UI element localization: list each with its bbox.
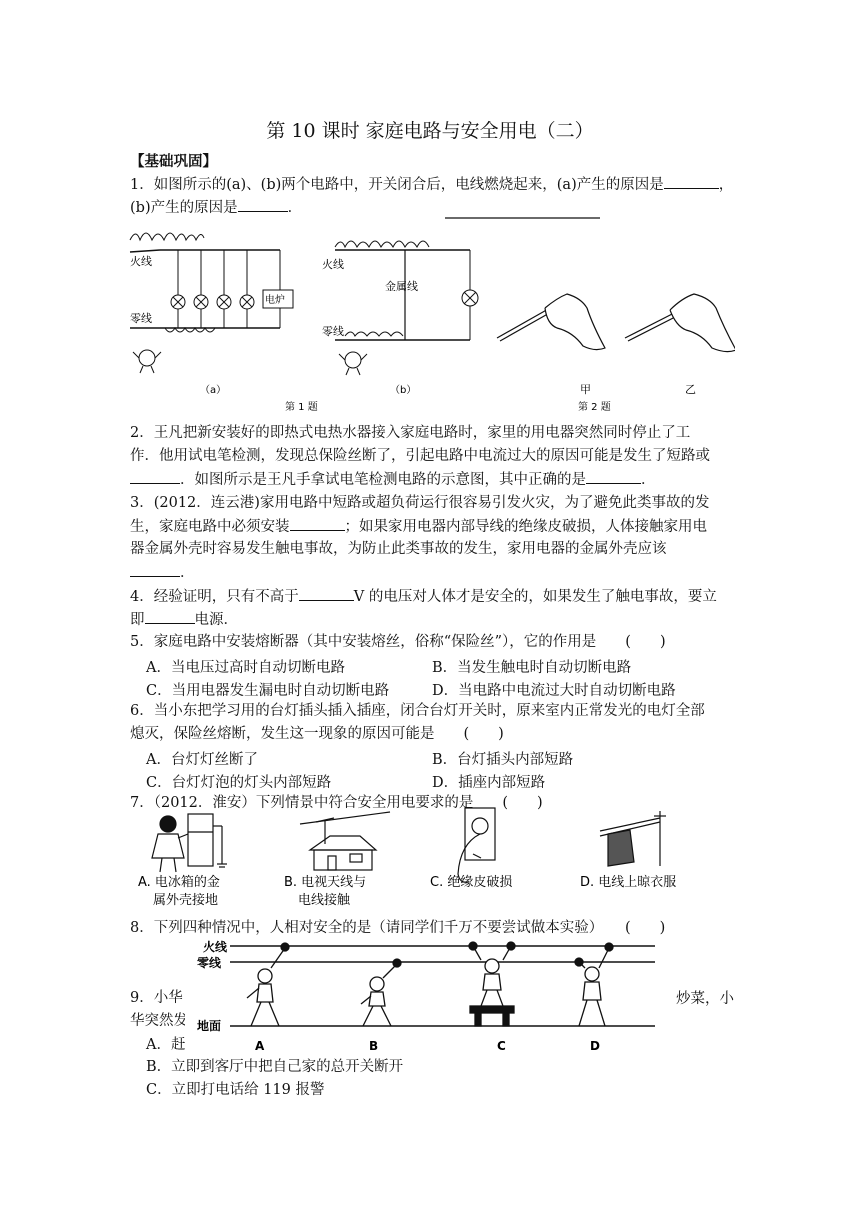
person-d xyxy=(575,943,613,1026)
q4-text-b: V 的电压对人体才是安全的，如果发生了触电事故，要立 xyxy=(353,589,717,605)
q3-line2 xyxy=(130,515,707,539)
q8-option-a: A xyxy=(255,1039,265,1053)
fig2-caption: 第 2 题 xyxy=(578,402,611,413)
fig1-live-b: 火线 xyxy=(322,258,344,271)
q8-live-label: 火线 xyxy=(203,940,228,954)
q4-line2 xyxy=(130,608,238,632)
q1-blank-a xyxy=(664,173,719,189)
fridge-girl-picture xyxy=(152,814,227,872)
person-a xyxy=(247,943,289,1026)
house-antenna-picture xyxy=(300,812,390,870)
q2-blank-b xyxy=(586,468,641,484)
q8-neutral-label: 零线 xyxy=(197,956,222,970)
q4-text-c: 即 xyxy=(130,612,145,628)
figure-1-2 xyxy=(125,210,735,420)
cartoon-figure-b xyxy=(339,352,367,375)
q3-blank-a xyxy=(290,515,345,531)
q9-option-a: A．赶 xyxy=(146,1037,186,1053)
q9-option-b: B．立即到客厅中把自己家的总开关断开 xyxy=(146,1059,404,1075)
fig1-stove: 电炉 xyxy=(265,295,285,306)
fig1-live-a: 火线 xyxy=(130,255,152,268)
fig2-yi: 乙 xyxy=(685,383,696,396)
broken-wire-picture xyxy=(458,808,495,882)
q6-option-c: C．台灯灯泡的灯头内部短路 xyxy=(146,775,332,791)
fig1-neutral-b: 零线 xyxy=(322,325,344,338)
q9-text-a: 9．小华 xyxy=(130,990,183,1006)
section-heading: 【基础巩固】 xyxy=(130,153,217,170)
q6-line1: 6．当小东把学习用的台灯插头插入插座，闭合台灯开关时，原来室内正常发光的电灯全部 xyxy=(130,703,705,719)
q8-option-c: C xyxy=(497,1039,506,1053)
q7-stem: 7．（2012．淮安）下列情景中符合安全用电要求的是 ( ) xyxy=(130,795,543,811)
q3-line1: 3．(2012．连云港)家用电路中短路或超负荷运行很容易引发火灾，为了避免此类事故的发 xyxy=(130,495,710,511)
q6-line2: 熄灭，保险丝熔断，发生这一现象的原因可能是 ( ) xyxy=(130,726,504,742)
q9-line2: 华突然发 xyxy=(130,1013,188,1029)
q4-text-a: 4．经验证明，只有不高于 xyxy=(130,589,299,605)
q5-option-a: A．当电压过高时自动切断电路 xyxy=(146,660,345,676)
q3-line4 xyxy=(130,561,195,585)
page-title: 第 10 课时 家庭电路与安全用电（二） xyxy=(266,120,594,142)
q3-blank-b xyxy=(130,561,180,577)
test-pen-yi xyxy=(625,294,735,352)
q6-option-b: B．台灯插头内部短路 xyxy=(432,752,574,768)
q1-line1 xyxy=(130,173,733,197)
fig1-label-a: （a） xyxy=(200,385,227,396)
q7-label-a2: 属外壳接地 xyxy=(153,893,219,908)
q5-option-c: C．当用电器发生漏电时自动切断电路 xyxy=(146,683,390,699)
fig1-neutral-a: 零线 xyxy=(130,312,152,325)
fig2-jia: 甲 xyxy=(580,383,591,396)
q6-option-d: D．插座内部短路 xyxy=(432,775,546,791)
test-pen-jia xyxy=(497,294,605,350)
q4-blank-b xyxy=(145,608,195,624)
q8-ground-label: 地面 xyxy=(197,1019,222,1033)
q7-label-c1: C. 绝缘皮破损 xyxy=(430,875,513,890)
person-b xyxy=(361,959,401,1026)
person-c xyxy=(469,942,515,1026)
q3-line3: 器金属外壳时容易发生触电事故，为防止此类事故的发生，家用电器的金属外壳应该 xyxy=(130,541,667,557)
q2-line1: 2．王凡把新安装好的即热式电热水器接入家庭电路时，家里的用电器突然同时停止了工 xyxy=(130,425,691,441)
q7-label-b1: B. 电视天线与 xyxy=(284,875,367,890)
lamps-a xyxy=(171,250,254,328)
circuit-b xyxy=(322,241,478,396)
q5-stem: 5．家庭电路中安装熔断器（其中安装熔丝，俗称“保险丝”），它的作用是 ( ) xyxy=(130,634,666,650)
q3-text-c: ． xyxy=(180,565,195,581)
cartoon-figure-a xyxy=(133,350,161,373)
q8-option-d: D xyxy=(590,1039,600,1053)
circuit-a xyxy=(130,233,293,396)
fig1-caption: 第 1 题 xyxy=(285,402,318,413)
q5-option-d: D．当电路中电流过大时自动切断电路 xyxy=(432,683,676,699)
q4-blank-a xyxy=(299,585,354,601)
q3-text-a: 生，家庭电路中必须安装 xyxy=(130,519,290,535)
q5-option-b: B．当发生触电时自动切断电路 xyxy=(432,660,632,676)
q1-text-b: ， xyxy=(718,177,734,193)
q6-option-a: A．台灯灯丝断了 xyxy=(146,752,258,768)
q4-line1 xyxy=(130,585,717,609)
q1-text-a: 1．如图所示的(a)、(b)两个电路中，开关闭合后，电线燃烧起来，(a)产生的原因是 xyxy=(130,177,664,193)
q2-line3 xyxy=(130,468,656,492)
q2-line2: 作．他用试电笔检测，发现总保险丝断了，引起电路中电流过大的原因可能是发生了短路或 xyxy=(130,448,710,464)
fig1-metal: 金属线 xyxy=(385,280,418,293)
q3-text-b: ；如果家用电器内部导线的绝缘皮破损，人体接触家用电 xyxy=(344,519,707,535)
q8-stem: 8．下列四种情况中，人相对安全的是（请同学们千万不要尝试做本实验） ( ) xyxy=(130,920,666,936)
q7-figures xyxy=(130,806,730,916)
q9-line1 xyxy=(130,987,183,1010)
q1-text-c: (b)产生的原因是 xyxy=(130,200,238,216)
q7-label-a1: A. 电冰箱的金 xyxy=(138,875,220,890)
q9-text-b: 炒菜，小 xyxy=(676,991,734,1007)
q7-label-b2: 电线接触 xyxy=(298,893,351,908)
q8-figure xyxy=(185,938,665,1056)
q2-blank-a xyxy=(130,468,180,484)
q4-text-d: 电源． xyxy=(194,612,238,628)
q7-label-d1: D. 电线上晾衣服 xyxy=(580,875,677,890)
q1-text-d: ． xyxy=(287,200,303,216)
q8-option-b: B xyxy=(369,1039,379,1053)
fig1-label-b: （b） xyxy=(390,385,417,396)
q2-text-b: ． xyxy=(641,472,656,488)
laundry-on-wire-picture xyxy=(600,811,666,866)
q2-text-a: ．如图所示是王凡手拿试电笔检测电路的示意图，其中正确的是 xyxy=(180,472,586,488)
q9-option-c: C．立即打电话给 119 报警 xyxy=(146,1082,325,1098)
